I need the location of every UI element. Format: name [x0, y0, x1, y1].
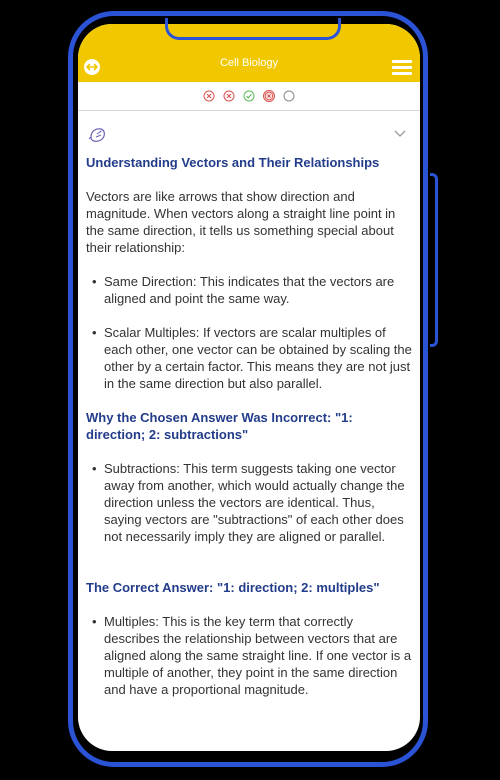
explanation-title: Understanding Vectors and Their Relationships — [86, 155, 380, 170]
app-title: Cell Biology — [219, 57, 279, 69]
bullet-dot: • — [92, 461, 97, 476]
hamburger-line — [392, 66, 412, 69]
bullet-dot: • — [92, 274, 97, 289]
list-item-text: Scalar Multiples: If vectors are scalar multiples of each other, one vector can be obtained by scaling the other by a certain factor. This means they are not just in the same direction but also parallel. — [104, 325, 412, 391]
bullet-dot: • — [92, 325, 97, 340]
chevron-down-icon[interactable] — [394, 130, 406, 138]
check-circle-icon[interactable] — [243, 90, 255, 102]
mascot-bird-icon — [88, 125, 108, 145]
intro-paragraph: Vectors are like arrows that show direction and magnitude. When vectors along a straight line point in the same direction, it tells us something special about their relationship: — [86, 189, 396, 255]
bullet-dot: • — [92, 614, 97, 629]
menu-button[interactable] — [392, 60, 412, 76]
hamburger-line — [392, 72, 412, 75]
x-circle-icon[interactable] — [223, 90, 235, 102]
list-item-text: Multiples: This is the key term that correctly describes the relationship between vectors that are aligned along the same straight line. If one vector is a multiple of another, they point in the same direction and have a proportional magnitude. — [104, 614, 412, 697]
phone-side-button — [430, 173, 438, 347]
current-x-circle-icon[interactable] — [263, 90, 275, 102]
list-item-text: Same Direction: This indicates that the vectors are aligned and point the same way. — [104, 274, 395, 306]
x-circle-icon[interactable] — [203, 90, 215, 102]
list-item-text: Subtractions: This term suggests taking one vector away from another, which would actually change the direction unless the vectors are identical. Thus, saying vectors are "subtractions" of each other does not necessarily imply they are aligned or parallel. — [104, 461, 405, 544]
incorrect-answer-heading: Why the Chosen Answer Was Incorrect: "1: direction; 2: subtractions" — [86, 410, 353, 442]
empty-circle-icon[interactable] — [283, 90, 295, 102]
phone-notch — [165, 18, 341, 40]
correct-answer-heading: The Correct Answer: "1: direction; 2: multiples" — [86, 580, 380, 595]
progress-divider — [78, 110, 420, 111]
question-progress — [78, 90, 420, 104]
hamburger-line — [392, 60, 412, 63]
app-screen — [78, 24, 420, 751]
